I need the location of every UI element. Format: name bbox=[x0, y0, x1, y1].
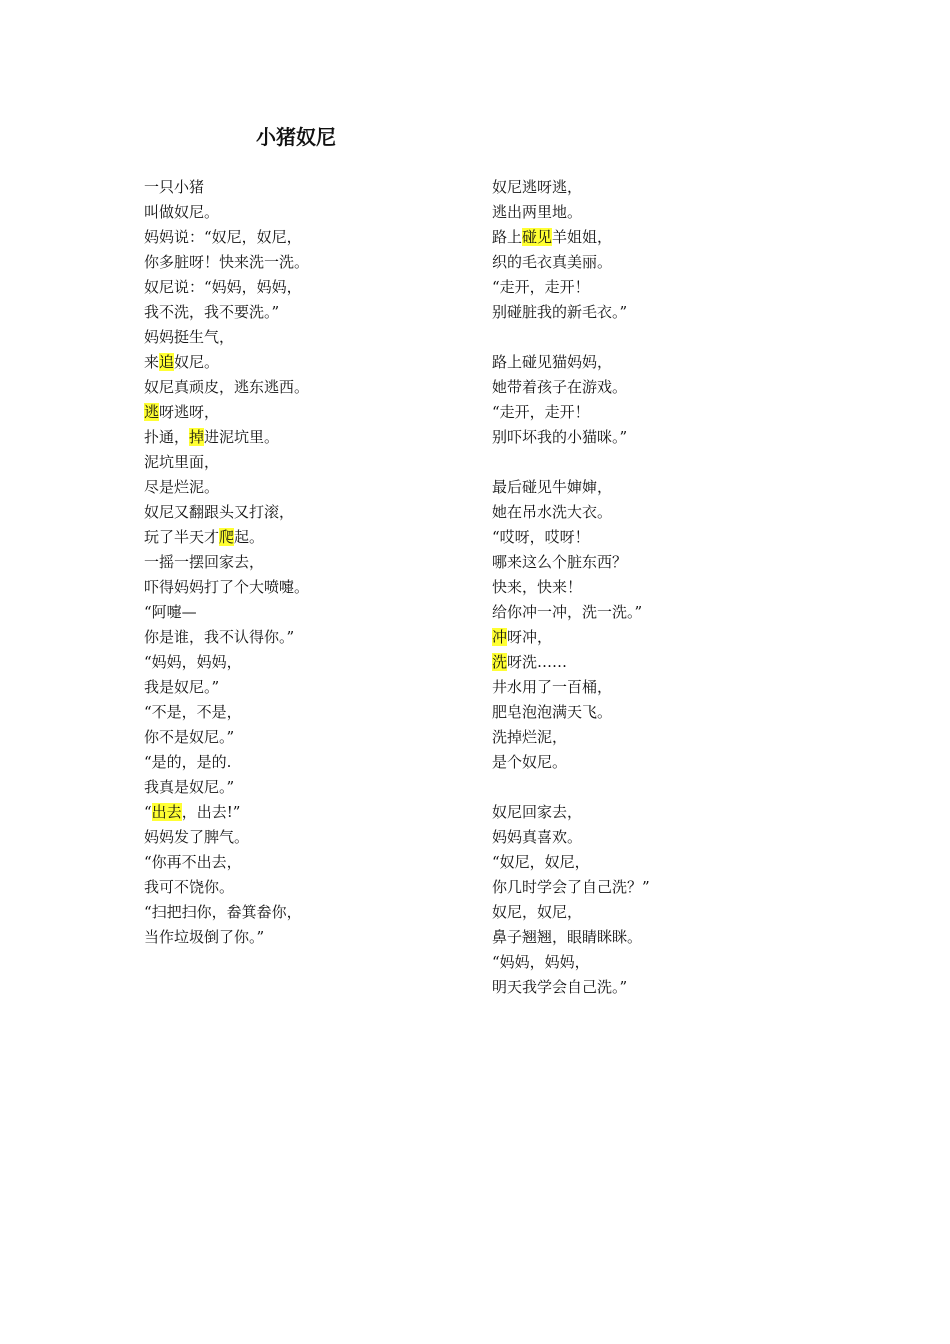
highlighted-word: 掉 bbox=[189, 428, 205, 446]
poem-line bbox=[144, 825, 484, 850]
poem-line bbox=[492, 375, 832, 400]
line-text: 羊姐姐， bbox=[552, 228, 613, 246]
poem-line bbox=[144, 200, 484, 225]
line-text: 泥坑里面， bbox=[144, 453, 220, 471]
poem-line bbox=[144, 575, 484, 600]
line-text: 叫做奴尼。 bbox=[144, 203, 220, 221]
line-text: 扑通， bbox=[144, 428, 190, 446]
line-text: 我是奴尼。” bbox=[144, 678, 220, 696]
line-text: “走开，走开！ bbox=[492, 278, 590, 296]
poem-line bbox=[492, 225, 832, 250]
line-text: 给你冲一冲，洗一洗。” bbox=[492, 603, 643, 621]
stanza-break bbox=[492, 325, 832, 350]
poem-line bbox=[492, 200, 832, 225]
line-text: 我可不饶你。 bbox=[144, 878, 235, 896]
line-text: 我真是奴尼。” bbox=[144, 778, 235, 796]
highlighted-word: 逃 bbox=[144, 403, 160, 421]
poem-line bbox=[144, 675, 484, 700]
poem-line bbox=[144, 325, 484, 350]
poem-line bbox=[492, 475, 832, 500]
line-text: “你再不出去， bbox=[144, 853, 242, 871]
line-text: 呀洗…… bbox=[507, 653, 568, 671]
poem-line bbox=[492, 950, 832, 975]
poem-line bbox=[144, 375, 484, 400]
poem-line bbox=[492, 875, 832, 900]
line-text: 快来，快来！ bbox=[492, 578, 583, 596]
poem-title: 小猪奴尼 bbox=[256, 125, 336, 149]
poem-right-column bbox=[492, 175, 832, 1000]
poem-line bbox=[492, 975, 832, 1000]
line-text: 妈妈发了脾气。 bbox=[144, 828, 250, 846]
line-text: 别碰脏我的新毛衣。” bbox=[492, 303, 628, 321]
line-text: 她在吊水洗大衣。 bbox=[492, 503, 613, 521]
line-text: 奴尼逃呀逃， bbox=[492, 178, 583, 196]
highlighted-word: 碰见 bbox=[522, 228, 553, 246]
poem-line bbox=[492, 800, 832, 825]
line-text: “奴尼，奴尼， bbox=[492, 853, 590, 871]
poem-left-column bbox=[144, 175, 484, 950]
line-text: 路上 bbox=[492, 228, 523, 246]
line-text: 是个奴尼。 bbox=[492, 753, 568, 771]
line-text: “是的，是的. bbox=[144, 753, 232, 771]
poem-line bbox=[492, 925, 832, 950]
poem-line bbox=[144, 250, 484, 275]
line-text: “妈妈，妈妈， bbox=[492, 953, 590, 971]
poem-line bbox=[492, 725, 832, 750]
poem-line bbox=[492, 575, 832, 600]
line-text: 奴尼，奴尼， bbox=[492, 903, 583, 921]
line-text: 你几时学会了自己洗？” bbox=[492, 878, 650, 896]
poem-line bbox=[144, 400, 484, 425]
poem-line bbox=[492, 250, 832, 275]
line-text: 呀冲， bbox=[507, 628, 553, 646]
poem-line bbox=[144, 750, 484, 775]
poem-line bbox=[492, 700, 832, 725]
highlighted-word: 出去 bbox=[151, 803, 182, 821]
poem-line bbox=[492, 300, 832, 325]
line-text: 进泥坑里。 bbox=[204, 428, 280, 446]
poem-line bbox=[144, 425, 484, 450]
stanza-break bbox=[492, 450, 832, 475]
poem-line bbox=[144, 775, 484, 800]
line-text: 奴尼回家去， bbox=[492, 803, 583, 821]
line-text: 一只小猪 bbox=[144, 178, 205, 196]
poem-line bbox=[144, 475, 484, 500]
line-text: 肥皂泡泡满天飞。 bbox=[492, 703, 613, 721]
line-text: 妈妈说：“奴尼，奴尼， bbox=[144, 228, 302, 246]
line-text: 织的毛衣真美丽。 bbox=[492, 253, 613, 271]
line-text: “阿嚏— bbox=[144, 603, 197, 621]
poem-line bbox=[492, 600, 832, 625]
poem-line bbox=[492, 650, 832, 675]
line-text: 奴尼说：“妈妈，妈妈， bbox=[144, 278, 302, 296]
line-text: 一摇一摆回家去， bbox=[144, 553, 265, 571]
line-text: 你是谁，我不认得你。” bbox=[144, 628, 295, 646]
line-text: 起。 bbox=[234, 528, 265, 546]
poem-line bbox=[492, 500, 832, 525]
poem-line bbox=[144, 225, 484, 250]
line-text: 当作垃圾倒了你。” bbox=[144, 928, 265, 946]
line-text: ，出去!” bbox=[181, 803, 241, 821]
highlighted-word: 洗 bbox=[492, 653, 508, 671]
poem-line bbox=[144, 725, 484, 750]
line-text: “扫把扫你，畚箕畚你， bbox=[144, 903, 302, 921]
poem-line bbox=[492, 675, 832, 700]
poem-line bbox=[492, 750, 832, 775]
poem-line bbox=[144, 625, 484, 650]
poem-line bbox=[492, 425, 832, 450]
poem-line bbox=[492, 350, 832, 375]
poem-line bbox=[144, 525, 484, 550]
line-text: 奴尼又翻跟头又打滚， bbox=[144, 503, 295, 521]
poem-line bbox=[492, 825, 832, 850]
line-text: 最后碰见牛婶婶， bbox=[492, 478, 613, 496]
poem-line bbox=[144, 925, 484, 950]
poem-line bbox=[144, 650, 484, 675]
line-text: 来 bbox=[144, 353, 160, 371]
poem-line bbox=[492, 525, 832, 550]
poem-line bbox=[492, 550, 832, 575]
line-text: 你不是奴尼。” bbox=[144, 728, 235, 746]
line-text: 玩了半天才 bbox=[144, 528, 220, 546]
poem-line bbox=[144, 350, 484, 375]
line-text: 妈妈真喜欢。 bbox=[492, 828, 583, 846]
line-text: 奴尼真顽皮，逃东逃西。 bbox=[144, 378, 310, 396]
poem-line bbox=[492, 400, 832, 425]
line-text: 妈妈挺生气， bbox=[144, 328, 235, 346]
poem-line bbox=[144, 875, 484, 900]
poem-line bbox=[144, 850, 484, 875]
poem-line bbox=[144, 175, 484, 200]
line-text: 鼻子翘翘，眼睛眯眯。 bbox=[492, 928, 643, 946]
line-text: 吓得妈妈打了个大喷嚏。 bbox=[144, 578, 310, 596]
line-text: 逃出两里地。 bbox=[492, 203, 583, 221]
poem-line bbox=[144, 275, 484, 300]
line-text: 她带着孩子在游戏。 bbox=[492, 378, 628, 396]
line-text: 明天我学会自己洗。” bbox=[492, 978, 628, 996]
line-text: 呀逃呀， bbox=[159, 403, 220, 421]
highlighted-word: 冲 bbox=[492, 628, 508, 646]
poem-line bbox=[144, 600, 484, 625]
stanza-break bbox=[492, 775, 832, 800]
line-text: “妈妈，妈妈， bbox=[144, 653, 242, 671]
line-text: 别吓坏我的小猫咪。” bbox=[492, 428, 628, 446]
line-text: 奴尼。 bbox=[174, 353, 220, 371]
poem-line bbox=[492, 625, 832, 650]
line-text: 路上碰见猫妈妈， bbox=[492, 353, 613, 371]
line-text: “不是，不是， bbox=[144, 703, 242, 721]
line-text: 你多脏呀！快来洗一洗。 bbox=[144, 253, 310, 271]
line-text: 哪来这么个脏东西？ bbox=[492, 553, 628, 571]
line-text: 尽是烂泥。 bbox=[144, 478, 220, 496]
poem-line bbox=[144, 550, 484, 575]
highlighted-word: 追 bbox=[159, 353, 175, 371]
line-text: “走开，走开！ bbox=[492, 403, 590, 421]
line-text: 井水用了一百桶， bbox=[492, 678, 613, 696]
poem-line bbox=[144, 700, 484, 725]
line-text: 我不洗，我不要洗。” bbox=[144, 303, 280, 321]
line-text: “ bbox=[144, 803, 152, 821]
poem-line bbox=[144, 450, 484, 475]
poem-line bbox=[492, 850, 832, 875]
line-text: 洗掉烂泥， bbox=[492, 728, 568, 746]
poem-line bbox=[492, 175, 832, 200]
poem-line bbox=[144, 800, 484, 825]
poem-line bbox=[144, 500, 484, 525]
poem-line bbox=[144, 900, 484, 925]
highlighted-word: 爬 bbox=[219, 528, 235, 546]
line-text: “哎呀，哎呀！ bbox=[492, 528, 590, 546]
poem-line bbox=[144, 300, 484, 325]
poem-line bbox=[492, 275, 832, 300]
poem-line bbox=[492, 900, 832, 925]
